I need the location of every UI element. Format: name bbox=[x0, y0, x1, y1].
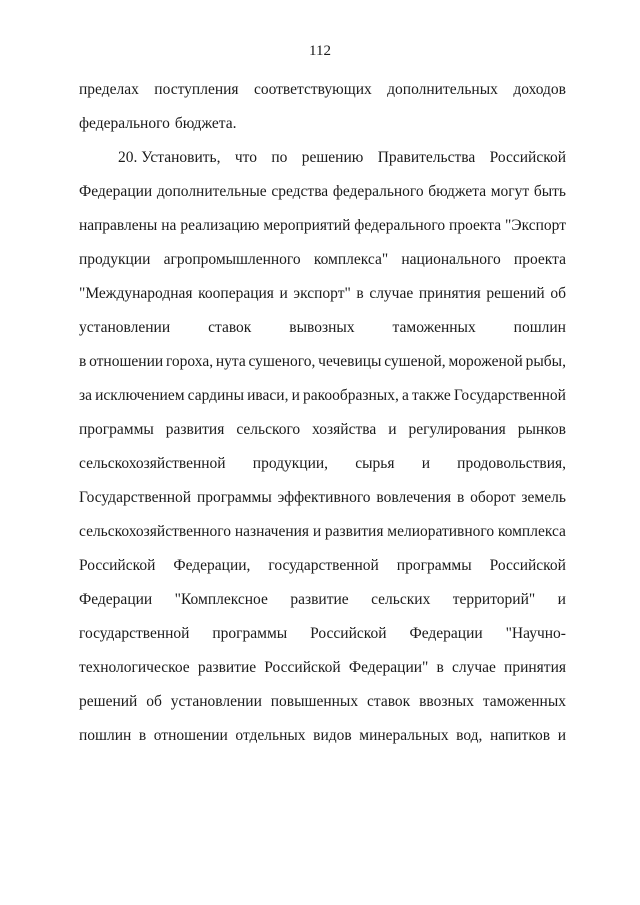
text-line bbox=[79, 453, 566, 475]
text-word: а bbox=[401, 387, 409, 404]
text-word: отношении bbox=[153, 727, 228, 744]
text-word: федерального bbox=[332, 183, 424, 200]
text-word: Федерации, bbox=[173, 557, 251, 574]
text-word: и bbox=[388, 421, 397, 438]
text-line bbox=[79, 623, 566, 645]
text-word: экспорт" bbox=[293, 285, 351, 302]
text-word: назначения bbox=[234, 523, 310, 540]
text-word: повышенных bbox=[270, 693, 359, 710]
text-line bbox=[79, 657, 566, 679]
text-word: за bbox=[79, 387, 93, 404]
text-word: об bbox=[550, 285, 566, 302]
text-word: минеральных bbox=[359, 727, 449, 744]
text-word: случае bbox=[369, 285, 414, 302]
text-word: в bbox=[436, 659, 444, 676]
text-word: комплекса" bbox=[313, 251, 389, 268]
text-word: и bbox=[557, 591, 566, 608]
text-word: проекта bbox=[513, 251, 566, 268]
text-word: Федерации bbox=[409, 625, 483, 642]
text-word: в bbox=[356, 285, 364, 302]
text-word: рыбы, bbox=[525, 353, 566, 370]
text-line bbox=[79, 79, 566, 101]
text-word: национального bbox=[401, 251, 501, 268]
text-word: и bbox=[312, 523, 322, 540]
text-word: Государственной bbox=[79, 489, 192, 506]
text-word: и bbox=[557, 727, 566, 744]
text-word: федерального bbox=[354, 217, 446, 234]
text-word: ракообразных, bbox=[302, 387, 399, 404]
text-word: Российской bbox=[310, 625, 387, 642]
text-word: и bbox=[279, 285, 288, 302]
text-word: что bbox=[234, 149, 257, 166]
text-line bbox=[79, 249, 566, 271]
text-word: решений bbox=[79, 693, 138, 710]
text-word: технологическое bbox=[79, 659, 190, 676]
text-word: отдельных bbox=[235, 727, 306, 744]
text-word: установлении bbox=[170, 693, 262, 710]
text-word: сушеного, bbox=[248, 353, 316, 370]
text-word: могут bbox=[490, 183, 530, 200]
text-word: направлены bbox=[79, 217, 158, 234]
text-word: хозяйства bbox=[312, 421, 377, 438]
text-word: отношении bbox=[89, 353, 164, 370]
text-line bbox=[118, 147, 566, 169]
text-word: в bbox=[138, 727, 147, 744]
text-word: проекта bbox=[449, 217, 502, 234]
text-word: кооперация bbox=[198, 285, 274, 302]
text-word: программы bbox=[196, 489, 272, 506]
text-word: ввозных bbox=[419, 693, 474, 710]
text-word: Правительства bbox=[377, 149, 476, 166]
text-word: пошлин bbox=[513, 319, 566, 336]
text-word: доходов bbox=[513, 81, 566, 98]
text-word: "Экспорт bbox=[505, 217, 566, 234]
text-word: также bbox=[411, 387, 451, 404]
text-word: таможенных bbox=[392, 319, 476, 336]
text-word: Российской bbox=[264, 659, 341, 676]
text-word: развитие bbox=[197, 659, 257, 676]
text-word: установлении bbox=[79, 319, 171, 336]
text-word: в bbox=[79, 353, 87, 370]
text-line bbox=[79, 487, 566, 509]
text-line bbox=[79, 419, 566, 441]
text-word: сельских bbox=[371, 591, 431, 608]
text-word: решений bbox=[486, 285, 545, 302]
text-word: мероприятий bbox=[263, 217, 351, 234]
text-line bbox=[79, 181, 566, 203]
text-line bbox=[79, 521, 566, 543]
text-word: соответствующих bbox=[253, 81, 372, 98]
text-line bbox=[79, 589, 566, 611]
text-word: пределах bbox=[79, 81, 139, 98]
text-word: продукции, bbox=[252, 455, 329, 472]
text-word: пошлин bbox=[79, 727, 132, 744]
text-word: решению bbox=[301, 149, 364, 166]
text-word: видов bbox=[313, 727, 352, 744]
text-word: развития bbox=[165, 421, 225, 438]
text-word: поступления bbox=[154, 81, 239, 98]
text-word: сардины bbox=[187, 387, 245, 404]
text-word: сушеной, bbox=[384, 353, 446, 370]
text-word: "Научно- bbox=[505, 625, 566, 642]
text-word: дополнительных bbox=[387, 81, 498, 98]
text-word: дополнительные bbox=[156, 183, 267, 200]
text-word: быть bbox=[533, 183, 566, 200]
text-word: программы bbox=[79, 421, 154, 438]
text-word: Федерации bbox=[79, 183, 153, 200]
text-word: таможенных bbox=[482, 693, 566, 710]
text-word: регулирования bbox=[408, 421, 506, 438]
text-line bbox=[79, 317, 566, 339]
text-word: на bbox=[161, 217, 177, 234]
text-word: об bbox=[146, 693, 162, 710]
text-line bbox=[79, 351, 566, 373]
text-word: бюджета bbox=[428, 183, 487, 200]
text-word: программы bbox=[396, 557, 472, 574]
text-word: гороха, bbox=[165, 353, 214, 370]
text-word: реализацию bbox=[180, 217, 260, 234]
text-word: иваси, bbox=[247, 387, 289, 404]
text-line bbox=[79, 725, 566, 747]
text-word: средства bbox=[271, 183, 329, 200]
text-word: территорий" bbox=[452, 591, 536, 608]
text-word: программы bbox=[212, 625, 288, 642]
text-word: "Комплексное bbox=[174, 591, 268, 608]
text-word: государственной bbox=[79, 625, 190, 642]
text-word: Федерации" bbox=[348, 659, 429, 676]
text-word: развитие bbox=[290, 591, 349, 608]
text-word: продовольствия, bbox=[457, 455, 566, 472]
text-line bbox=[79, 555, 566, 577]
text-word: вывозных bbox=[289, 319, 355, 336]
text-word: рынков bbox=[517, 421, 566, 438]
text-word: государственной bbox=[268, 557, 379, 574]
page-number: 112 bbox=[309, 43, 331, 59]
text-word: мороженой bbox=[448, 353, 523, 370]
text-word: по bbox=[271, 149, 288, 166]
text-word: ставок bbox=[366, 693, 411, 710]
text-line bbox=[79, 691, 566, 713]
text-word: напитков bbox=[489, 727, 551, 744]
text-word: в bbox=[456, 489, 465, 506]
text-word: случае bbox=[451, 659, 496, 676]
text-word: Федерации bbox=[79, 591, 153, 608]
text-line bbox=[79, 113, 566, 135]
text-word: Российской bbox=[489, 557, 566, 574]
text-word: чечевицы bbox=[318, 353, 382, 370]
text-word: принятия bbox=[504, 659, 566, 676]
text-word: сельскохозяйственной bbox=[79, 455, 226, 472]
text-word: комплекса bbox=[497, 523, 566, 540]
text-word: принятия bbox=[418, 285, 481, 302]
text-word: нута bbox=[215, 353, 246, 370]
text-word: Российской bbox=[79, 557, 156, 574]
text-word: мелиоративного bbox=[387, 523, 495, 540]
text-word: Государственной bbox=[453, 387, 566, 404]
text-word: Российской bbox=[489, 149, 566, 166]
text-word: развития bbox=[324, 523, 384, 540]
text-word: исключением bbox=[95, 387, 185, 404]
text-line bbox=[79, 385, 566, 407]
text-line bbox=[79, 215, 566, 237]
text-word: агропромышленного bbox=[163, 251, 301, 268]
text-word: федерального bbox=[79, 115, 170, 132]
text-word: оборот bbox=[470, 489, 516, 506]
text-word: и bbox=[421, 455, 430, 472]
text-word: эффективного bbox=[277, 489, 371, 506]
text-word: 20. Установить, bbox=[118, 149, 221, 166]
text-word: бюджета. bbox=[174, 115, 237, 132]
text-word: вовлечения bbox=[376, 489, 452, 506]
text-line bbox=[79, 283, 566, 305]
text-word: "Международная bbox=[79, 285, 193, 302]
text-word: и bbox=[291, 387, 300, 404]
text-word: сырья bbox=[355, 455, 395, 472]
text-word: сельского bbox=[236, 421, 301, 438]
text-word: земель bbox=[521, 489, 566, 506]
text-word: ставок bbox=[208, 319, 252, 336]
text-word: продукции bbox=[79, 251, 151, 268]
text-word: вод, bbox=[456, 727, 483, 744]
text-word: сельскохозяйственного bbox=[79, 523, 232, 540]
